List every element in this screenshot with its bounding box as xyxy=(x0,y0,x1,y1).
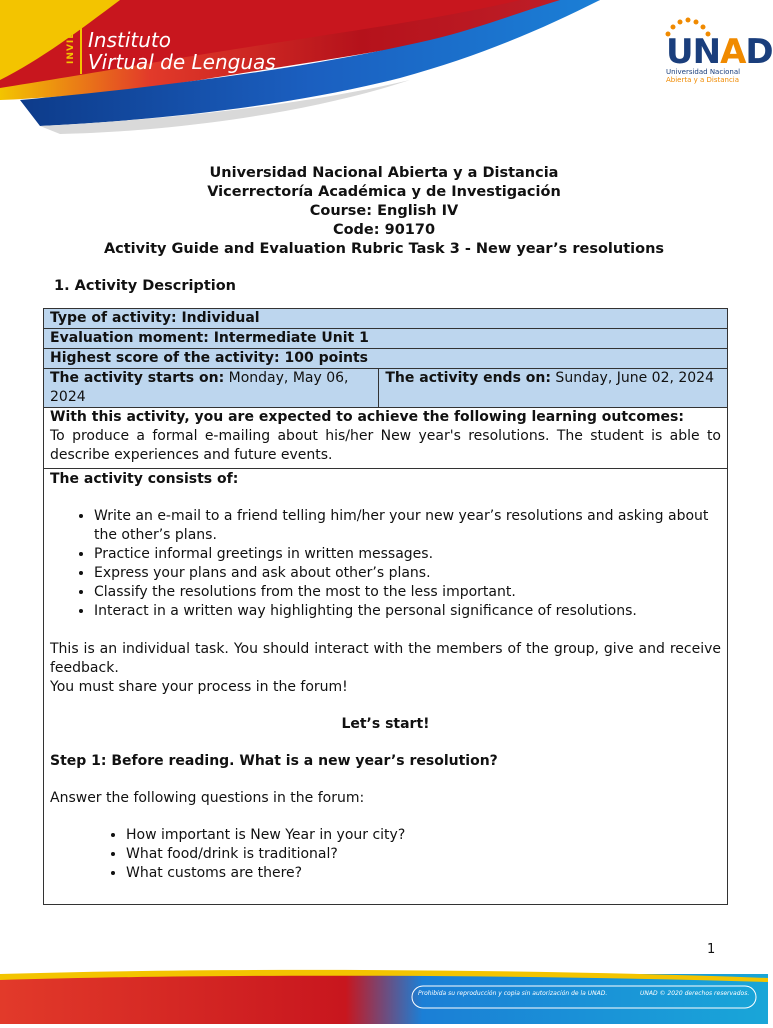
activity-table xyxy=(43,308,728,905)
ivl-title-line1: Instituto xyxy=(88,28,171,52)
activity-guide-title: Activity Guide and Evaluation Rubric Task 3 - New year’s resolutions xyxy=(103,241,665,257)
list-item: • Write an e-mail to a friend telling him/her your new year’s resolutions and asking about the other’s plans. xyxy=(94,507,721,545)
ivl-title-line2: Virtual de Lenguas xyxy=(88,50,276,74)
unad-logo xyxy=(662,18,773,88)
ivl-divider xyxy=(80,28,82,74)
page-number: 1 xyxy=(707,942,716,957)
course-code: Code: 90170 xyxy=(332,222,436,238)
unad-subtitle-line2: Abierta y a Distancia xyxy=(666,76,740,84)
list-item: • How important is New Year in your city? xyxy=(126,826,721,845)
evaluation-moment-row: Evaluation moment: Intermediate Unit 1 xyxy=(44,329,727,349)
list-item: • What food/drink is traditional? xyxy=(126,845,721,864)
dates-row xyxy=(44,369,727,408)
footer-copyright: UNAD © 2020 derechos reservados. xyxy=(640,990,750,997)
course-title: Course: English IV xyxy=(309,203,459,219)
unad-wordmark: UNAD xyxy=(666,32,773,72)
list-item: • Practice informal greetings in written messages. xyxy=(94,545,721,564)
highest-score-row: Highest score of the activity: 100 points xyxy=(44,349,727,369)
lets-start-heading: Let’s start! xyxy=(341,716,430,732)
activity-consists-row xyxy=(44,469,727,904)
list-item: • Classify the resolutions from the most to the less important. xyxy=(94,583,721,602)
activity-steps-list xyxy=(50,507,721,621)
page-footer xyxy=(0,968,768,1024)
type-of-activity-row: Type of activity: Individual xyxy=(44,309,727,329)
vice-rectory-title: Vicerrectoría Académica y de Investigación xyxy=(207,184,561,200)
list-item: • Interact in a written way highlighting the personal significance of resolutions. xyxy=(94,602,721,621)
individual-task-text: This is an individual task. You should interact with the members of the group, give and receive feedback. xyxy=(50,641,721,676)
list-item: • Express your plans and ask about other’s plans. xyxy=(94,564,721,583)
section-heading: 1. Activity Description xyxy=(54,278,237,294)
university-title: Universidad Nacional Abierta y a Distancia xyxy=(209,165,559,181)
step1-heading: Step 1: Before reading. What is a new year’s resolution? xyxy=(50,753,498,769)
forum-questions-list xyxy=(50,826,721,883)
unad-subtitle-line1: Universidad Nacional xyxy=(666,68,741,76)
learning-outcomes-row xyxy=(44,408,727,469)
outcomes-label: With this activity, you are expected to achieve the following learning outcomes: xyxy=(50,409,684,425)
page-header xyxy=(0,0,773,140)
share-process-text: You must share your process in the forum! xyxy=(50,679,348,695)
list-item: • What customs are there? xyxy=(126,864,721,883)
ivl-mark: INVIL xyxy=(66,32,76,64)
document-titles xyxy=(0,164,768,259)
answer-questions-text: Answer the following questions in the forum: xyxy=(50,790,365,806)
end-date-cell: The activity ends on: Sunday, June 02, 2024 xyxy=(385,370,715,386)
outcomes-text: To produce a formal e-mailing about his/her New year's resolutions. The student is able to describe experiences and future events. xyxy=(50,428,721,463)
start-date-cell: The activity starts on: Monday, May 06, 2024 xyxy=(44,369,379,407)
footer-notice: Prohibida su reproducción y copia sin autorización de la UNAD. xyxy=(418,990,608,997)
consists-label: The activity consists of: xyxy=(50,471,239,487)
